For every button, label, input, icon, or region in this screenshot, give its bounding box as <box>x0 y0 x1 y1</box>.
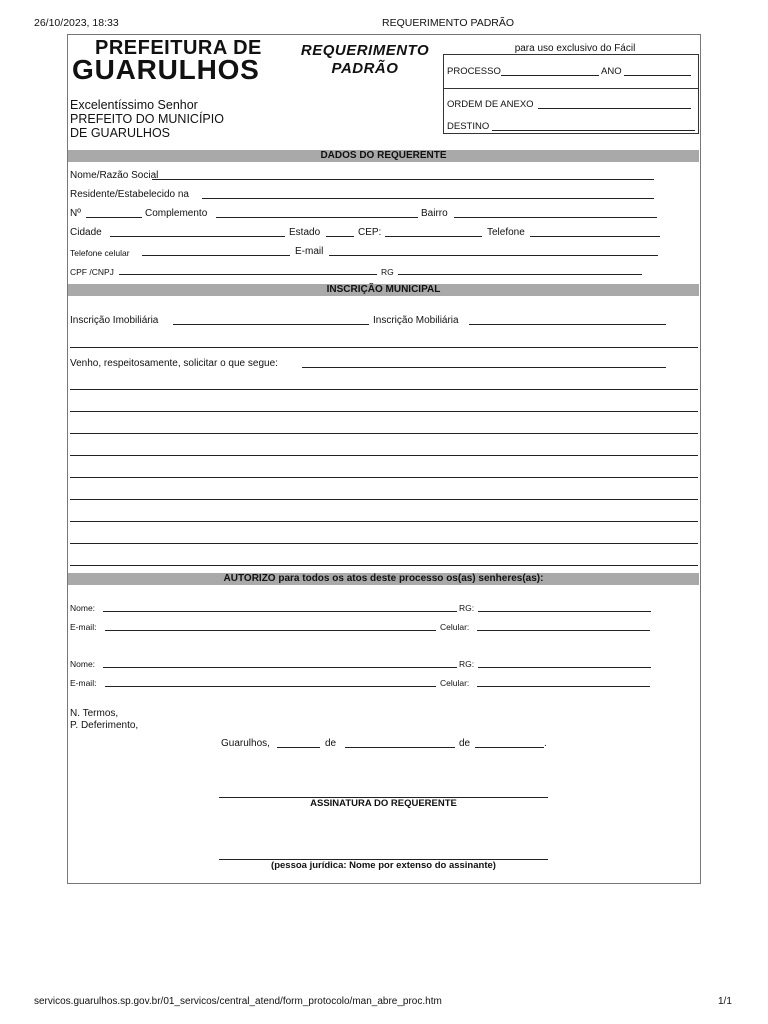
auth1-rg-label: RG: <box>459 603 475 613</box>
date-day-line[interactable] <box>277 747 320 748</box>
section-dados: DADOS DO REQUERENTE <box>68 150 699 162</box>
auth2-celular-line[interactable] <box>477 686 650 687</box>
request-line-4[interactable] <box>70 455 698 456</box>
inscricao-mobiliaria-label: Inscrição Mobiliária <box>373 315 459 326</box>
ordem-anexo-line[interactable] <box>538 108 691 109</box>
section-inscricao: INSCRIÇÃO MUNICIPAL <box>68 284 699 296</box>
request-line-5[interactable] <box>70 477 698 478</box>
auth2-nome-label: Nome: <box>70 659 96 669</box>
auth1-nome-label: Nome: <box>70 603 96 613</box>
section-autorizo: AUTORIZO para todos os atos deste processo os(as) senheres(as): <box>68 573 699 585</box>
facil-label: para uso exclusivo do Fácil <box>514 43 636 54</box>
facil-box <box>443 54 699 134</box>
email-label: E-mail <box>295 246 324 257</box>
cidade-label: Cidade <box>70 227 102 238</box>
auth2-email-line[interactable] <box>105 686 436 687</box>
logo-line-1: PREFEITURA DE <box>95 37 262 59</box>
telefone-celular-line[interactable] <box>142 255 290 256</box>
request-line-1[interactable] <box>70 389 698 390</box>
cpf-label: CPF /CNPJ <box>70 267 114 277</box>
auth2-rg-line[interactable] <box>478 667 651 668</box>
cep-line[interactable] <box>385 236 482 237</box>
print-footer-page: 1/1 <box>718 996 732 1007</box>
rg-label: RG <box>381 267 394 277</box>
address-line-2: PREFEITO DO MUNICÍPIO <box>70 112 224 126</box>
solicitar-label: Venho, respeitosamente, solicitar o que segue: <box>70 358 278 369</box>
estado-line[interactable] <box>326 236 354 237</box>
destino-line[interactable] <box>492 130 695 131</box>
request-line-2[interactable] <box>70 411 698 412</box>
auth1-rg-line[interactable] <box>478 611 651 612</box>
inscricao-imobiliaria-label: Inscrição Imobiliária <box>70 315 159 326</box>
nome-line[interactable] <box>152 179 654 180</box>
inscricao-mobiliaria-line[interactable] <box>469 324 666 325</box>
date-period: . <box>544 738 547 749</box>
auth1-email-label: E-mail: <box>70 622 97 632</box>
estado-label: Estado <box>289 227 321 238</box>
numero-line[interactable] <box>86 217 142 218</box>
ano-line[interactable] <box>624 75 691 76</box>
date-de-1: de <box>325 738 337 749</box>
telefone-line[interactable] <box>530 236 660 237</box>
inscricao-imobiliaria-line[interactable] <box>173 324 369 325</box>
termos-text: N. Termos, <box>70 708 119 719</box>
inscricao-divider <box>70 347 698 348</box>
form-frame <box>67 34 701 884</box>
form-title <box>290 42 440 78</box>
processo-label: PROCESSO <box>447 66 501 77</box>
auth2-email-label: E-mail: <box>70 678 97 688</box>
telefone-celular-label: Telefone celular <box>70 248 130 258</box>
request-line-7[interactable] <box>70 521 698 522</box>
bairro-line[interactable] <box>454 217 657 218</box>
facil-divider <box>444 88 698 89</box>
auth1-nome-line[interactable] <box>103 611 457 612</box>
residente-line[interactable] <box>202 198 654 199</box>
auth1-celular-line[interactable] <box>477 630 650 631</box>
numero-label: Nº <box>70 208 81 219</box>
request-line-6[interactable] <box>70 499 698 500</box>
auth1-email-line[interactable] <box>105 630 436 631</box>
date-month-line[interactable] <box>345 747 455 748</box>
deferimento-text: P. Deferimento, <box>70 720 139 731</box>
print-title: REQUERIMENTO PADRÃO <box>382 17 515 29</box>
logo-line-2: GUARULHOS <box>72 54 260 85</box>
cpf-line[interactable] <box>119 274 377 275</box>
cidade-line[interactable] <box>110 236 285 237</box>
auth2-rg-label: RG: <box>459 659 475 669</box>
address-line-3: DE GUARULHOS <box>70 126 171 140</box>
request-line-3[interactable] <box>70 433 698 434</box>
nome-label: Nome/Razão Social <box>70 170 159 181</box>
ano-label: ANO <box>601 66 622 77</box>
print-footer-url: servicos.guarulhos.sp.gov.br/01_servicos/central_atend/form_protocolo/man_abre_proc.htm <box>34 996 442 1007</box>
telefone-label: Telefone <box>487 227 525 238</box>
auth1-celular-label: Celular: <box>440 622 470 632</box>
cep-label: CEP: <box>358 227 382 238</box>
destino-label: DESTINO <box>447 121 490 132</box>
request-line-8[interactable] <box>70 543 698 544</box>
email-line[interactable] <box>329 255 658 256</box>
address-line-1: Excelentíssimo Senhor <box>70 98 198 112</box>
ordem-anexo-label: ORDEM DE ANEXO <box>447 99 534 110</box>
rg-line[interactable] <box>398 274 642 275</box>
residente-label: Residente/Estabelecido na <box>70 189 189 200</box>
date-year-line[interactable] <box>475 747 544 748</box>
form-title-line-1: REQUERIMENTO <box>300 42 430 59</box>
form-title-line-2: PADRÃO <box>331 60 399 77</box>
complemento-line[interactable] <box>216 217 418 218</box>
legal-name-label: (pessoa jurídica: Nome por extenso do assinante) <box>271 860 496 871</box>
signature-label: ASSINATURA DO REQUERENTE <box>310 798 457 809</box>
city-label: Guarulhos, <box>221 738 270 749</box>
print-date: 26/10/2023, 18:33 <box>34 17 119 29</box>
auth2-celular-label: Celular: <box>440 678 470 688</box>
date-de-2: de <box>459 738 471 749</box>
bairro-label: Bairro <box>421 208 448 219</box>
complemento-label: Complemento <box>145 208 208 219</box>
auth2-nome-line[interactable] <box>103 667 457 668</box>
request-line-9[interactable] <box>70 565 698 566</box>
processo-line[interactable] <box>501 75 599 76</box>
solicitar-line[interactable] <box>302 367 666 368</box>
